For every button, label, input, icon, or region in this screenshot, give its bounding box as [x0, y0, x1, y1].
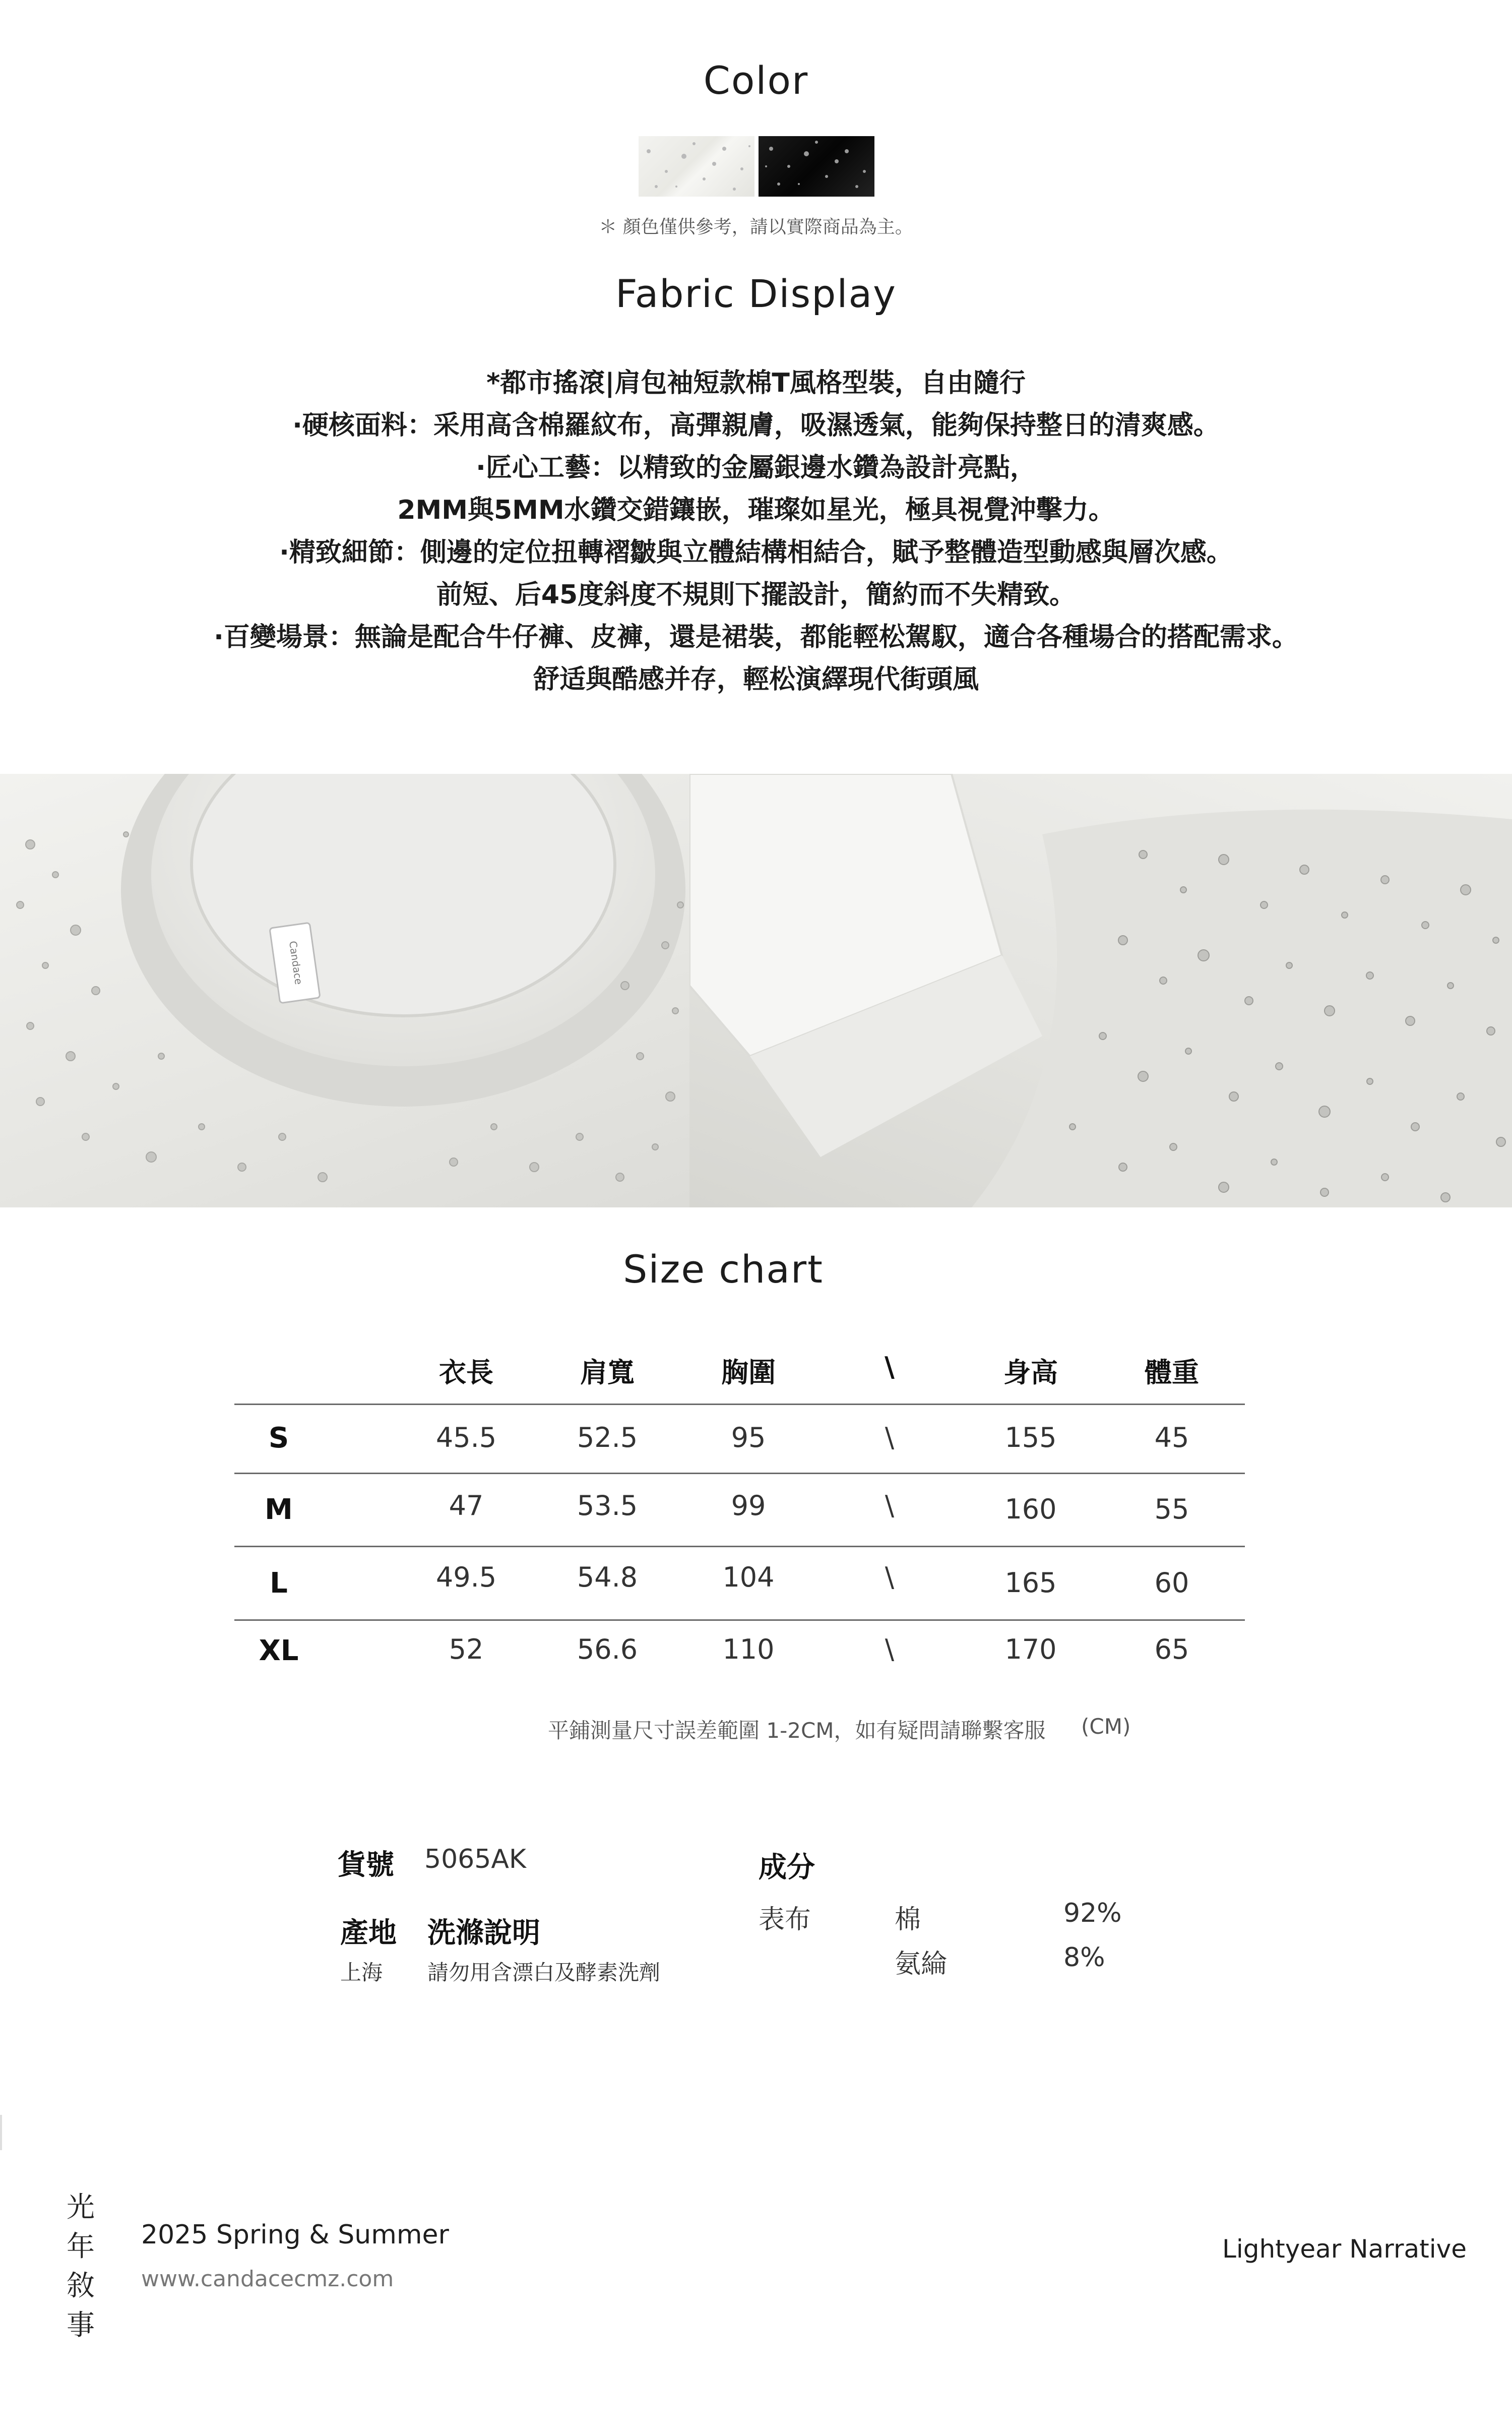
fabric-title: Fabric Display	[615, 271, 897, 316]
material-percent: 8%	[1063, 1942, 1105, 1973]
table-divider	[234, 1404, 1245, 1405]
season-text: 2025 Spring & Summer	[141, 2220, 449, 2250]
cell-shoulder: 56.6	[577, 1633, 638, 1665]
header-blank: \	[885, 1351, 895, 1383]
header-chest: 胸圍	[721, 1357, 776, 1388]
cell-weight: 45	[1154, 1422, 1189, 1453]
fabric-label: 表布	[759, 1905, 811, 1935]
description-line: 舒适與酷感并存，輕松演繹現代街頭風	[533, 664, 979, 695]
brand-char: 敘	[67, 2270, 95, 2302]
composition-label: 成分	[759, 1851, 815, 1884]
cell-weight: 65	[1154, 1633, 1189, 1665]
cell-length: 49.5	[435, 1561, 497, 1593]
size-label: XL	[259, 1634, 299, 1667]
cell-height: 170	[1004, 1633, 1057, 1665]
cell-blank: \	[885, 1490, 895, 1522]
color-swatch-white[interactable]	[639, 136, 754, 197]
sleeve-illustration	[689, 774, 1512, 1207]
description-line: ·匠心工藝：以精致的金屬銀邊水鑽為設計亮點，	[476, 453, 1036, 483]
color-note: ＊ 顏色僅供參考，請以實際商品為主。	[599, 217, 913, 237]
fabric-photo-collar	[0, 774, 689, 1207]
item-no-value: 5065AK	[424, 1844, 527, 1874]
size-chart-unit: (CM)	[1081, 1714, 1131, 1739]
table-divider	[234, 1473, 1245, 1474]
table-divider	[234, 1546, 1245, 1547]
description-line: ·百變場景：無論是配合牛仔褲、皮褲，還是裙裝，都能輕松駕馭，適合各種場合的搭配需求。	[214, 622, 1298, 652]
cell-height: 160	[1004, 1493, 1057, 1525]
header-weight: 體重	[1145, 1357, 1199, 1388]
brand-char: 事	[67, 2309, 95, 2342]
slogan-text: Lightyear Narrative	[1222, 2234, 1467, 2264]
description-line: ·硬核面料：采用高含棉羅紋布，高彈親膚，吸濕透氣，能夠保持整日的清爽感。	[292, 410, 1220, 441]
website-link[interactable]: www.candacecmz.com	[141, 2266, 394, 2292]
color-title: Color	[703, 58, 809, 103]
care-value: 請勿用含漂白及酵素洗劑	[427, 1960, 661, 1985]
rhinestone-pattern	[759, 136, 874, 197]
edge-mark	[0, 2115, 2, 2150]
fabric-description	[0, 362, 1512, 701]
description-line: *都市搖滾|肩包袖短款棉T風格型裝，自由隨行	[486, 368, 1026, 398]
cell-height: 155	[1004, 1422, 1057, 1453]
fabric-photo-sleeve	[689, 774, 1512, 1207]
label-tag: Candace	[287, 940, 305, 986]
cell-blank: \	[885, 1561, 895, 1593]
size-label: S	[268, 1422, 289, 1454]
cell-length: 45.5	[435, 1422, 497, 1453]
header-height: 身高	[1003, 1357, 1058, 1388]
size-chart-title: Size chart	[623, 1247, 824, 1292]
brand-char: 光	[67, 2191, 95, 2224]
cell-height: 165	[1004, 1567, 1057, 1599]
cell-blank: \	[885, 1422, 895, 1453]
material-percent: 92%	[1063, 1898, 1122, 1928]
item-no-label: 貨號	[338, 1849, 394, 1881]
origin-value: 上海	[340, 1960, 383, 1985]
collar-illustration	[0, 774, 689, 1207]
table-divider	[234, 1619, 1245, 1621]
cell-shoulder: 53.5	[577, 1490, 638, 1522]
brand-char: 年	[67, 2230, 95, 2263]
color-swatch-black[interactable]	[759, 136, 874, 197]
description-line: 2MM與5MM水鑽交錯鑲嵌，璀璨如星光，極具視覺沖擊力。	[397, 495, 1115, 525]
size-chart-note: 平鋪測量尺寸誤差範圍 1-2CM，如有疑問請聯繫客服	[548, 1718, 1046, 1743]
rhinestone-pattern	[639, 136, 754, 197]
brand-vertical-logo	[63, 2188, 98, 2345]
cell-shoulder: 54.8	[577, 1561, 638, 1593]
description-line: ·精致細節：側邊的定位扭轉褶皺與立體結構相結合，賦予整體造型動感與層次感。	[279, 537, 1233, 568]
material-name: 氨綸	[895, 1949, 948, 1979]
cell-chest: 95	[731, 1422, 766, 1453]
cell-length: 47	[449, 1490, 484, 1522]
cell-chest: 110	[722, 1633, 775, 1665]
cell-chest: 99	[731, 1490, 766, 1522]
origin-label: 產地	[340, 1917, 397, 1950]
cell-weight: 60	[1154, 1567, 1189, 1599]
size-label: L	[270, 1567, 288, 1600]
cell-chest: 104	[722, 1561, 775, 1593]
header-length: 衣長	[439, 1357, 493, 1388]
cell-blank: \	[885, 1633, 895, 1665]
material-name: 棉	[895, 1905, 921, 1935]
cell-weight: 55	[1154, 1493, 1189, 1525]
cell-length: 52	[449, 1633, 484, 1665]
care-label: 洗滌說明	[427, 1917, 540, 1950]
description-line: 前短、后45度斜度不規則下擺設計，簡約而不失精致。	[436, 580, 1076, 610]
header-shoulder: 肩寬	[580, 1357, 635, 1388]
cell-shoulder: 52.5	[577, 1422, 638, 1453]
size-label: M	[265, 1493, 293, 1526]
